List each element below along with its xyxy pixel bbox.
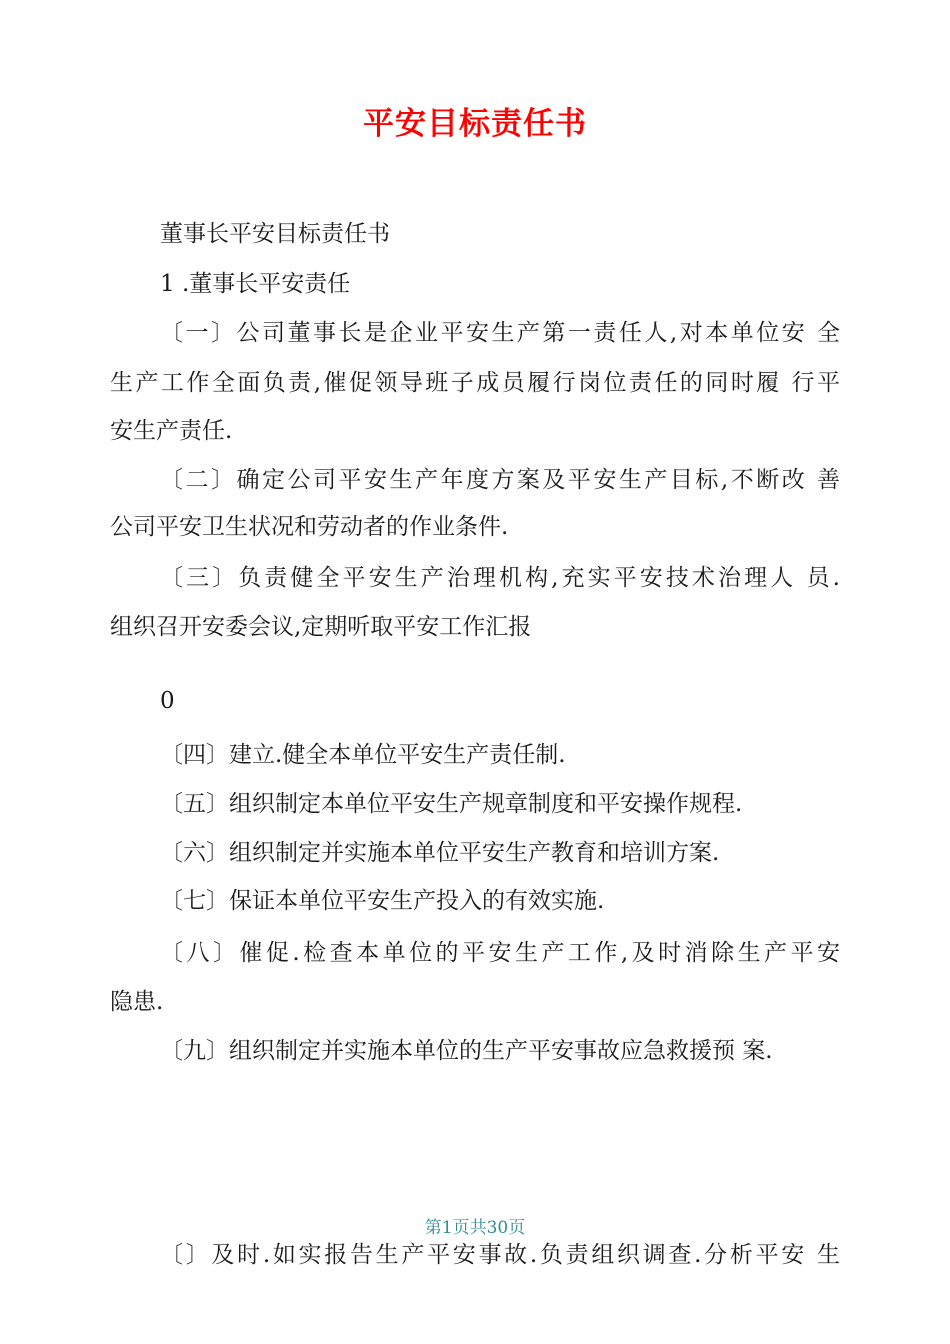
paragraph-line: 〔六〕组织制定并实施本单位平安生产教育和培训方案. — [160, 840, 720, 866]
document-title: 平安目标责任书 — [363, 106, 587, 142]
paragraph-line: 〔一〕公司董事长是企业平安生产第一责任人,对本单位安 全 — [160, 320, 840, 346]
paragraph-line: 0 — [160, 688, 175, 714]
page-number-footer: 第1页共30页 — [424, 1218, 526, 1238]
paragraph-line: 〔九〕组织制定并实施本单位的生产平安事故应急救援预 案. — [160, 1038, 773, 1064]
paragraph-line: 〔八〕催促.检查本单位的平安生产工作,及时消除生产平安 — [160, 940, 840, 966]
paragraph-line: 公司平安卫生状况和劳动者的作业条件. — [110, 514, 509, 540]
paragraph-line: 隐患. — [110, 989, 164, 1015]
paragraph-line: 〔七〕保证本单位平安生产投入的有效实施. — [160, 888, 605, 914]
section-heading: 1 .董事长平安责任 — [160, 271, 351, 297]
paragraph-line: 〔三〕负责健全平安生产治理机构,充实平安技术治理人 员. — [160, 565, 840, 591]
paragraph-line: 〔〕及时.如实报告生产平安事故.负责组织调查.分析平安 生 — [160, 1242, 840, 1268]
subtitle-line: 董事长平安目标责任书 — [160, 221, 390, 247]
paragraph-line: 〔四〕建立.健全本单位平安生产责任制. — [160, 742, 566, 768]
paragraph-line: 组织召开安委会议,定期听取平安工作汇报 — [110, 614, 532, 640]
paragraph-line: 〔二〕确定公司平安生产年度方案及平安生产目标,不断改 善 — [160, 467, 840, 493]
paragraph-line: 〔五〕组织制定本单位平安生产规章制度和平安操作规程. — [160, 791, 743, 817]
paragraph-line: 生产工作全面负责,催促领导班子成员履行岗位责任的同时履 行平 — [110, 370, 840, 396]
paragraph-line: 安生产责任. — [110, 418, 233, 444]
